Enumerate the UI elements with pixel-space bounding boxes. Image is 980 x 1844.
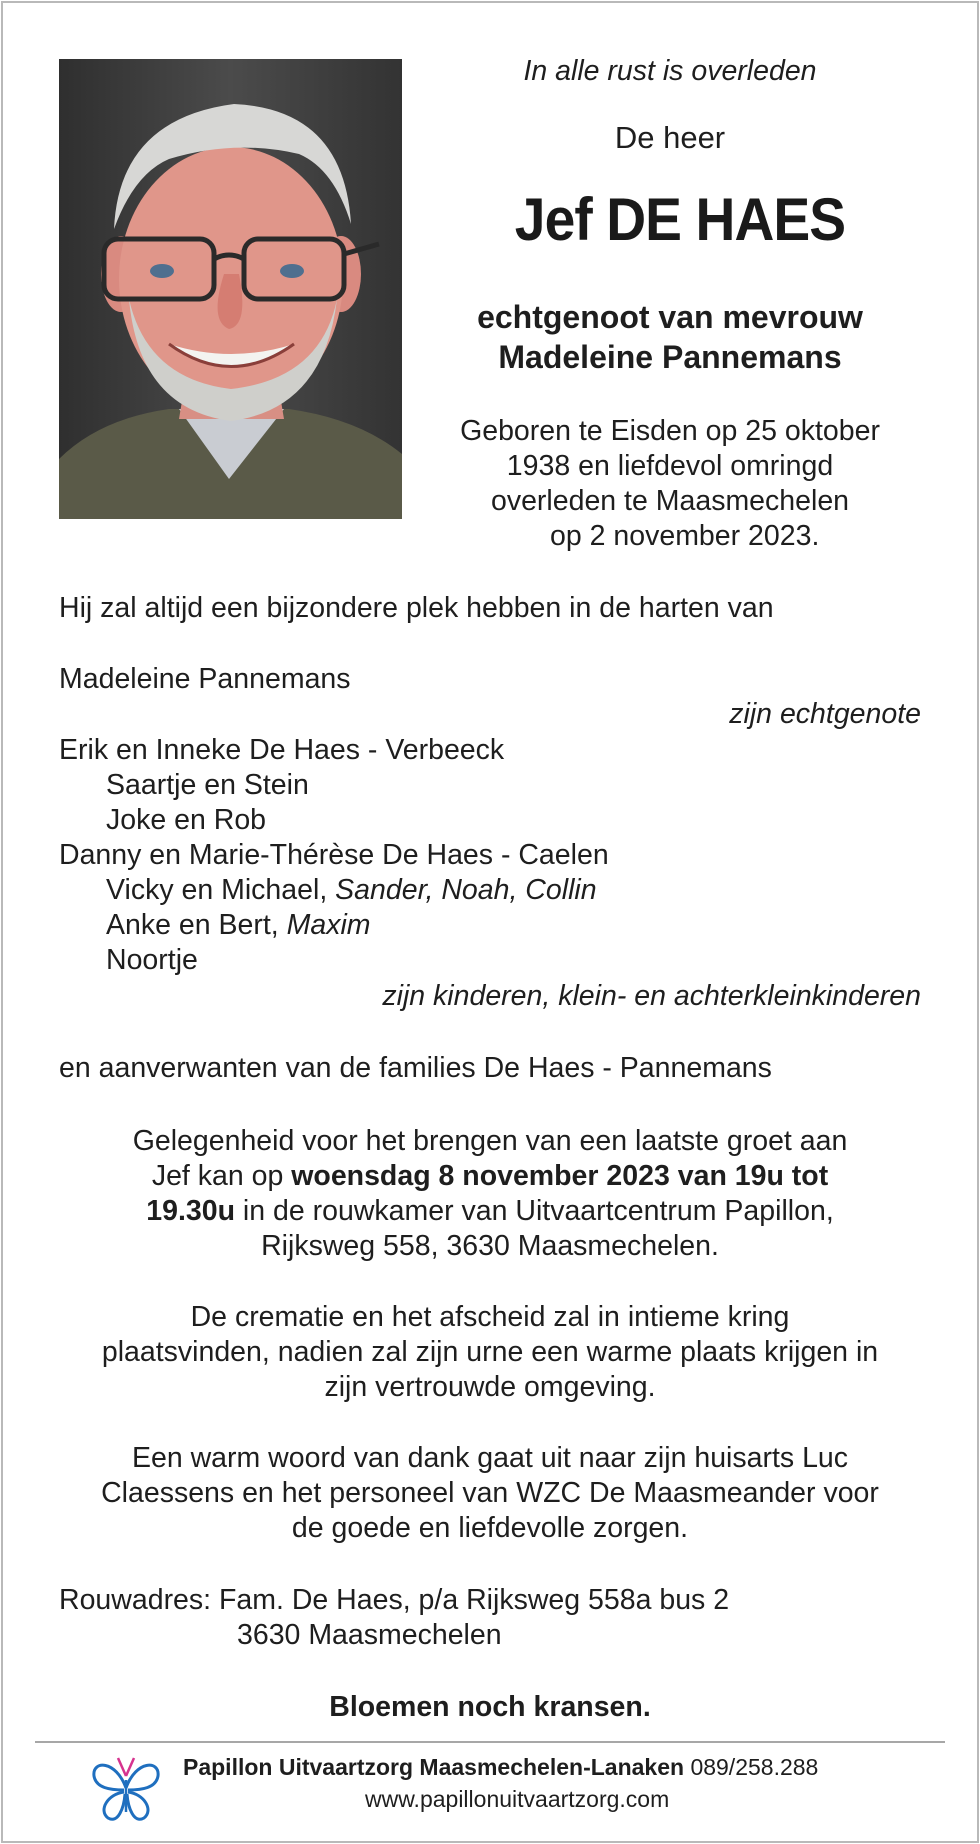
deceased-name: Jef DE HAES	[514, 186, 846, 253]
visitation-time-end: 19.30u	[146, 1195, 235, 1227]
birth-line-2: 1938 en liefdevol omringd	[506, 450, 834, 482]
footer-company-line	[183, 1753, 818, 1782]
child-2: Danny en Marie-Thérèse De Haes - Caelen	[59, 839, 609, 871]
grandchild-2-1-children: Sander, Noah, Collin	[335, 874, 597, 906]
family-intro: Hij zal altijd een bijzondere plek hebben in de harten van	[59, 592, 774, 624]
thanks-line-1: Een warm woord van dank gaat uit naar zijn huisarts Luc	[131, 1442, 849, 1474]
grandchild-2-3: Noortje	[106, 944, 198, 976]
footer-website-link[interactable]: www.papillonuitvaartzorg.com	[365, 1786, 670, 1812]
child-1: Erik en Inneke De Haes - Verbeeck	[59, 734, 505, 766]
birth-line-3: overleden te Maasmechelen	[490, 485, 850, 517]
relatives-line: en aanverwanten van de families De Haes - Pannemans	[59, 1052, 772, 1084]
address-line-2: 3630 Maasmechelen	[237, 1619, 502, 1651]
spouse-role: zijn echtgenote	[729, 698, 921, 730]
thanks-line-2: Claessens en het personeel van WZC De Maasmeander voor	[101, 1477, 879, 1509]
footer-phone: 089/258.288	[690, 1754, 819, 1780]
cremation-line-3: zijn vertrouwde omgeving.	[324, 1371, 656, 1403]
visitation-line-3-b: in de rouwkamer van Uitvaartcentrum Papillon,	[234, 1195, 834, 1227]
grandchild-2-1	[106, 873, 597, 909]
intro-text: In alle rust is overleden	[523, 55, 817, 87]
visitation-line-2	[40, 1159, 940, 1195]
butterfly-logo-icon	[88, 1750, 164, 1826]
flowers-note: Bloemen noch kransen.	[329, 1691, 651, 1723]
grandchild-2-2-name: Anke en Bert,	[106, 909, 279, 941]
footer-company: Papillon Uitvaartzorg Maasmechelen-Lanaken	[183, 1754, 685, 1780]
spouse-line-2: Madeleine Pannemans	[498, 339, 842, 375]
grandchild-1-2: Joke en Rob	[106, 804, 267, 836]
grandchild-2-2-children: Maxim	[286, 909, 371, 941]
visitation-line-1: Gelegenheid voor het brengen van een laatste groet aan	[132, 1125, 848, 1157]
visitation-line-3	[40, 1194, 940, 1230]
visitation-date: woensdag 8 november 2023 van 19u tot	[291, 1160, 829, 1192]
thanks-line-3: de goede en liefdevolle zorgen.	[291, 1512, 689, 1544]
address-line-1: Rouwadres: Fam. De Haes, p/a Rijksweg 558a bus 2	[59, 1584, 730, 1616]
grandchild-2-2	[106, 908, 371, 944]
footer-divider	[35, 1741, 945, 1743]
children-role: zijn kinderen, klein- en achterkleinkinderen	[382, 980, 921, 1012]
grandchild-2-1-name: Vicky en Michael,	[106, 874, 328, 906]
birth-line-1: Geboren te Eisden op 25 oktober	[460, 415, 880, 447]
visitation-line-2-a: Jef kan op	[151, 1160, 292, 1192]
portrait-illustration	[59, 59, 402, 519]
visitation-line-4: Rijksweg 558, 3630 Maasmechelen.	[261, 1230, 719, 1262]
portrait-photo	[59, 59, 402, 519]
cremation-line-1: De crematie en het afscheid zal in intieme kring	[190, 1301, 790, 1333]
grandchild-1-1: Saartje en Stein	[106, 769, 309, 801]
spouse-name: Madeleine Pannemans	[59, 663, 351, 695]
birth-line-4: op 2 november 2023.	[550, 520, 820, 552]
cremation-line-2: plaatsvinden, nadien zal zijn urne een warme plaats krijgen in	[101, 1336, 879, 1368]
spouse-line-1: echtgenoot van mevrouw	[477, 299, 863, 335]
salutation: De heer	[614, 120, 726, 155]
